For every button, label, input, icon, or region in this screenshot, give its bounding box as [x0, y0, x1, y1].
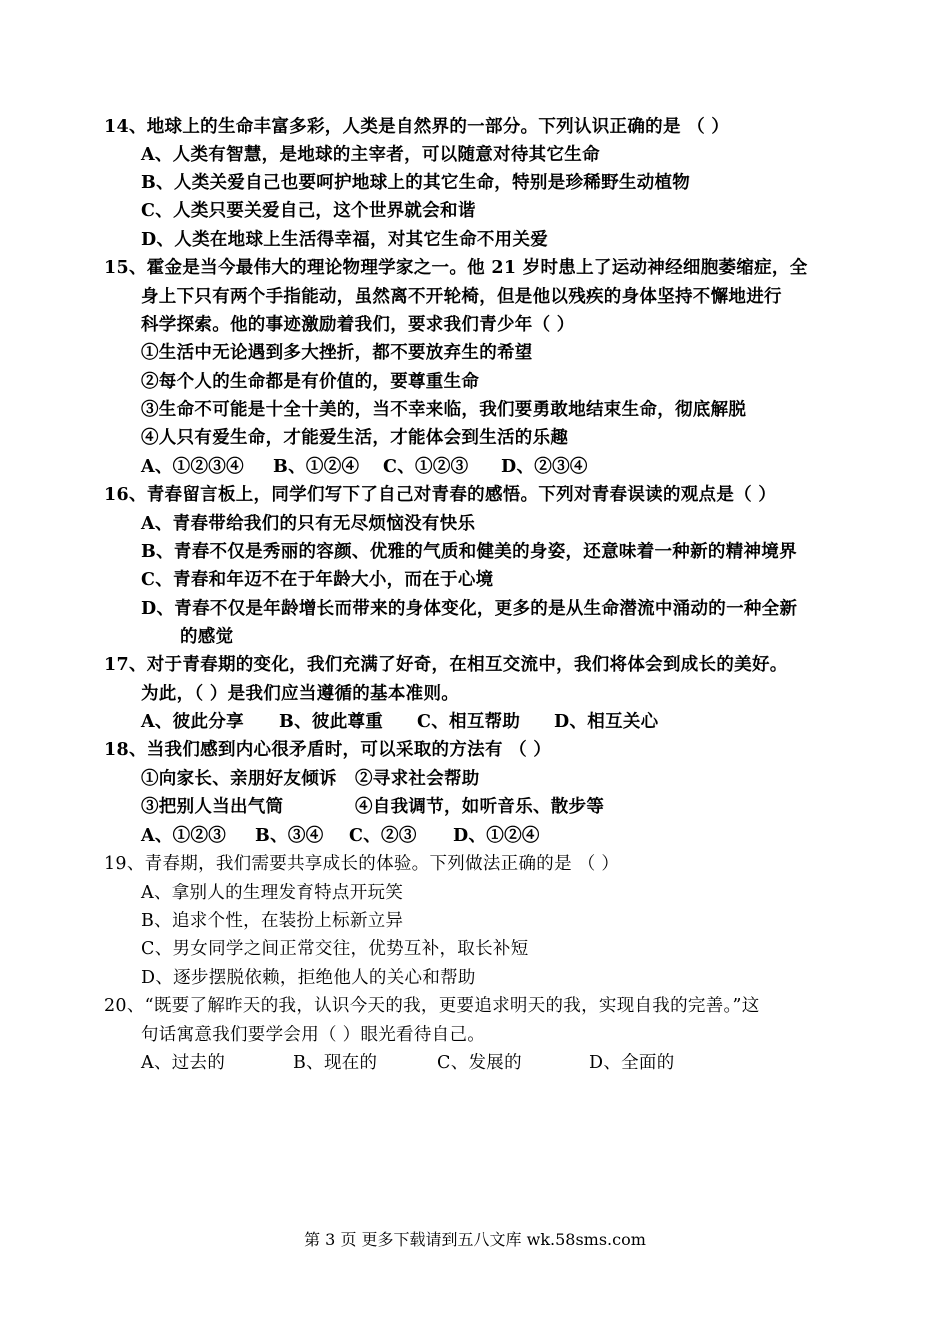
question-18-stem: 18、当我们感到内心很矛盾时，可以采取的方法有 （ ）	[104, 740, 552, 760]
question-17-options	[141, 708, 658, 736]
question-18-statements-row1	[141, 765, 480, 793]
question-18-statement-4: ④自我调节，如听音乐、散步等	[355, 797, 605, 817]
question-15-stem-line1: 15、霍金是当今最伟大的理论物理学家之一。他 21 岁时患上了运动神经细胞萎缩症，全	[104, 258, 808, 278]
question-17-stem-line1: 17、对于青春期的变化，我们充满了好奇，在相互交流中，我们将体会到成长的美好。	[104, 655, 788, 675]
question-19-option-a: A、拿别人的生理发育特点开玩笑	[141, 883, 404, 903]
question-17-option-b: B、彼此尊重	[279, 712, 384, 732]
question-15-statement-3: ③生命不可能是十全十美的，当不幸来临，我们要勇敢地结束生命，彻底解脱	[141, 400, 747, 420]
question-16-option-a: A、青春带给我们的只有无尽烦恼没有快乐	[141, 514, 476, 534]
question-20-stem-line1: 20、“既要了解昨天的我，认识今天的我，更要追求明天的我，实现自我的完善。”这	[104, 996, 760, 1016]
question-18-statement-1: ①向家长、亲朋好友倾诉	[141, 769, 337, 789]
question-19-option-c: C、男女同学之间正常交往，优势互补，取长补短	[141, 939, 529, 959]
question-16-option-c: C、青春和年迈不在于年龄大小，而在于心境	[141, 570, 494, 590]
question-17-stem-line2: 为此，（ ）是我们应当遵循的基本准则。	[141, 684, 460, 704]
question-18-options	[141, 822, 540, 850]
question-18-option-c: C、②③	[349, 826, 417, 846]
question-18-option-b: B、③④	[255, 826, 324, 846]
question-14-option-d: D、人类在地球上生活得幸福，对其它生命不用关爱	[141, 230, 549, 250]
question-14-stem: 14、地球上的生命丰富多彩，人类是自然界的一部分。下列认识正确的是 （ ）	[104, 117, 730, 137]
question-17-option-a: A、彼此分享	[141, 712, 244, 732]
question-19-stem: 19、青春期，我们需要共享成长的体验。下列做法正确的是 （ ）	[104, 854, 620, 874]
question-16-option-b: B、青春不仅是秀丽的容颜、优雅的气质和健美的身姿，还意味着一种新的精神境界	[141, 542, 797, 562]
question-15-stem-line3: 科学探索。他的事迹激励着我们，要求我们青少年（ ）	[141, 315, 575, 335]
question-15-options	[141, 453, 588, 481]
question-19-option-b: B、追求个性，在装扮上标新立异	[141, 911, 404, 931]
page-footer: 第 3 页 更多下载请到五八文库 wk.58sms.com	[304, 1230, 646, 1249]
question-17-option-d: D、相互关心	[554, 712, 659, 732]
question-15-statement-1: ①生活中无论遇到多大挫折，都不要放弃生的希望	[141, 343, 533, 363]
question-15-statement-4: ④人只有爱生命，才能爱生活，才能体会到生活的乐趣	[141, 428, 569, 448]
question-18-statements-row2	[141, 793, 604, 821]
question-15-option-d: D、②③④	[501, 457, 588, 477]
question-18-option-d: D、①②④	[453, 826, 540, 846]
question-19-option-d: D、逐步摆脱依赖，拒绝他人的关心和帮助	[141, 968, 476, 988]
question-20-options	[141, 1049, 675, 1077]
question-14-option-c: C、人类只要关爱自己，这个世界就会和谐	[141, 201, 476, 221]
question-16-option-d: D、青春不仅是年龄增长而带来的身体变化，更多的是从生命潜流中涌动的一种全新	[141, 599, 798, 619]
question-15-option-c: C、①②③	[383, 457, 469, 477]
question-20-option-d: D、全面的	[589, 1053, 675, 1073]
question-16-stem: 16、青春留言板上，同学们写下了自己对青春的感悟。下列对青春误读的观点是（ ）	[104, 485, 777, 505]
question-15-option-a: A、①②③④	[141, 457, 244, 477]
question-16-option-d-continued: 的感觉	[180, 627, 234, 647]
question-18-statement-2: ②寻求社会帮助	[355, 769, 480, 789]
question-15-stem-line2: 身上下只有两个手指能动，虽然离不开轮椅，但是他以残疾的身体坚持不懈地进行	[141, 287, 782, 307]
question-20-option-b: B、现在的	[293, 1053, 378, 1073]
question-18-statement-3: ③把别人当出气筒	[141, 797, 284, 817]
question-20-option-c: C、发展的	[437, 1053, 522, 1073]
question-17-option-c: C、相互帮助	[417, 712, 521, 732]
question-14-option-a: A、人类有智慧，是地球的主宰者，可以随意对待其它生命	[141, 145, 600, 165]
question-18-option-a: A、①②③	[141, 826, 227, 846]
question-14-option-b: B、人类关爱自己也要呵护地球上的其它生命，特别是珍稀野生动植物	[141, 173, 691, 193]
question-15-option-b: B、①②④	[273, 457, 360, 477]
question-15-statement-2: ②每个人的生命都是有价值的，要尊重生命	[141, 372, 480, 392]
question-20-option-a: A、过去的	[141, 1053, 226, 1073]
question-20-stem-line2: 句话寓意我们要学会用（ ）眼光看待自己。	[141, 1025, 486, 1045]
